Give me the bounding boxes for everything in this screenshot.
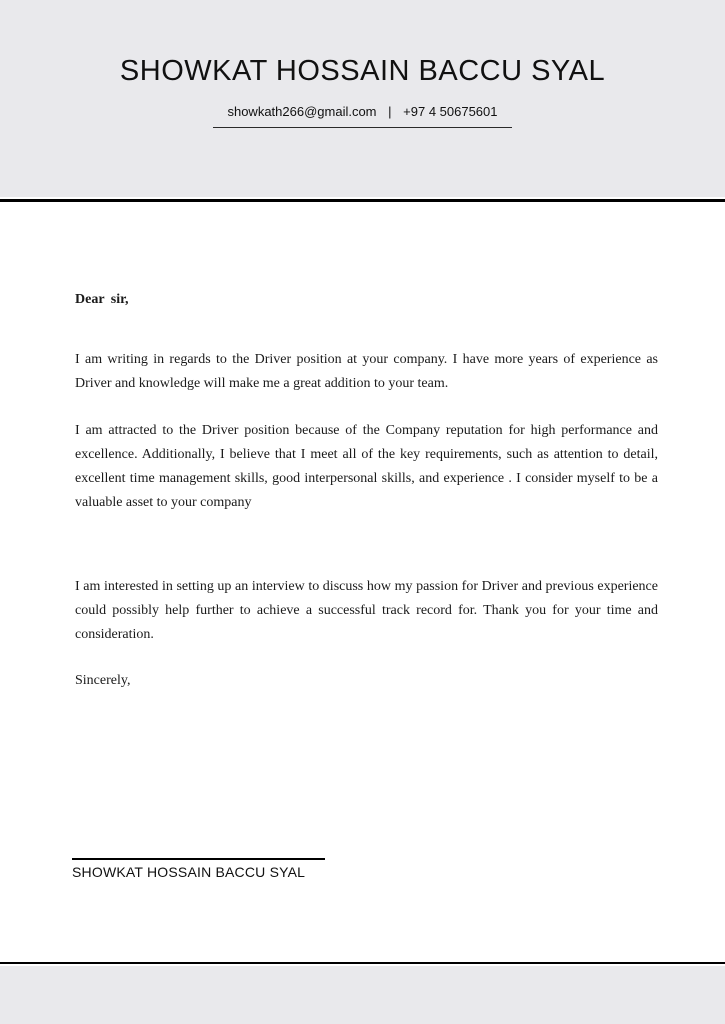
letterhead — [0, 0, 725, 197]
applicant-name-heading: SHOWKAT HOSSAIN BACCU SYAL — [119, 55, 606, 87]
letter-paragraph-3: I am interested in setting up an interview to discuss how my passion for Driver and previous experience could possibly help further to achieve a successful track record for. Thank you for your time and consideration. — [75, 579, 658, 642]
contact-line — [213, 104, 511, 128]
contact-separator: | — [388, 104, 392, 119]
letter-paragraph-1: I am writing in regards to the Driver position at your company. I have more years of experience as Driver and knowledge will make me a great addition to your team. — [75, 352, 658, 391]
closing-text: Sincerely, — [75, 673, 131, 688]
letter-paragraph-2: I am attracted to the Driver position because of the Company reputation for high performance and excellence. Additionally, I believe that I meet all of the key requirements, such as attention to detail, excellent time management skills, good interpersonal skills, and experience . I consider myself to be a valuable asset to your company — [75, 423, 658, 510]
signature-line — [72, 858, 325, 860]
signature-name: SHOWKAT HOSSAIN BACCU SYAL — [72, 864, 306, 880]
footer-band — [0, 966, 725, 1024]
email-text: showkath266@gmail.com — [227, 104, 377, 119]
salutation: Dear sir, — [75, 292, 129, 307]
phone-text: +97 4 50675601 — [403, 104, 498, 119]
footer-divider-rule — [0, 962, 725, 964]
signature-block — [72, 858, 325, 880]
letter-body — [75, 202, 658, 962]
